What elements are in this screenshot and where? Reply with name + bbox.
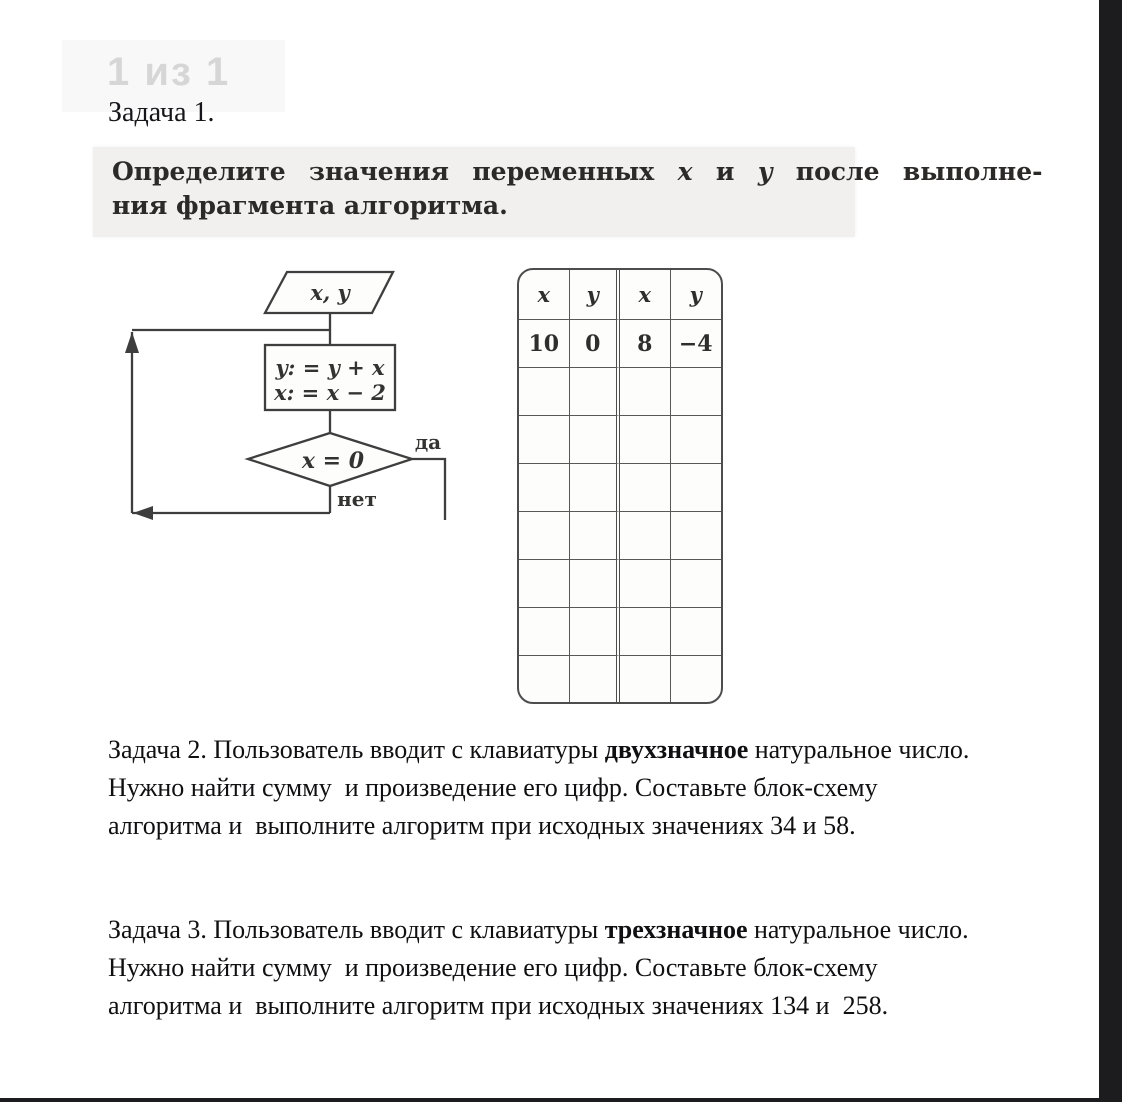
trace-table-cell bbox=[620, 608, 671, 656]
trace-table-header: x bbox=[620, 270, 671, 320]
io-label: x, y bbox=[310, 280, 350, 305]
task2-line: Нужно найти сумму и произведение его цифр. Составьте блок-схему bbox=[108, 773, 878, 802]
task3-line: алгоритма и выполните алгоритм при исходных значениях 134 и 258. bbox=[108, 991, 889, 1020]
trace-table-cell bbox=[570, 416, 621, 464]
trace-table-cell: 0 bbox=[570, 320, 621, 368]
trace-table-cell bbox=[620, 464, 671, 512]
trace-table-cell bbox=[620, 416, 671, 464]
process-line1: y: = y + x bbox=[275, 355, 385, 380]
trace-table-cell bbox=[519, 368, 570, 416]
trace-table-header: y bbox=[570, 270, 621, 320]
trace-table-cell bbox=[620, 560, 671, 608]
page-indicator-watermark: 1 из 1 bbox=[107, 50, 231, 94]
task3-paragraph bbox=[108, 911, 1098, 1025]
process-line2: x: = x − 2 bbox=[274, 380, 386, 405]
trace-table-cell bbox=[671, 464, 722, 512]
algorithm-flowchart bbox=[105, 255, 480, 550]
trace-table-cell bbox=[570, 656, 621, 704]
trace-table-cell bbox=[671, 368, 722, 416]
task1-heading: Задача 1. bbox=[108, 97, 215, 128]
task3-line: Задача 3. Пользователь вводит с клавиатуры трехзначное натуральное число. bbox=[108, 915, 969, 944]
trace-table-header: x bbox=[519, 270, 570, 320]
scanned-problem-statement bbox=[93, 147, 1043, 237]
yes-branch-line bbox=[412, 459, 445, 520]
loop-arrow-left-icon bbox=[133, 506, 153, 520]
trace-table-cell bbox=[519, 464, 570, 512]
trace-table-cell bbox=[519, 560, 570, 608]
scanned-statement-line: ния фрагмента алгоритма. bbox=[112, 191, 508, 220]
trace-table bbox=[517, 268, 723, 704]
trace-table-cell bbox=[519, 416, 570, 464]
condition-label: x = 0 bbox=[301, 448, 365, 474]
task2-line: алгоритма и выполните алгоритм при исходных значениях 34 и 58. bbox=[108, 811, 856, 840]
trace-table-cell bbox=[570, 560, 621, 608]
screen-edge-bar-bottom bbox=[0, 1098, 1122, 1102]
trace-table-cell: 10 bbox=[519, 320, 570, 368]
trace-table-cell bbox=[570, 512, 621, 560]
trace-table-cell bbox=[620, 512, 671, 560]
scanned-statement-line: Определите значения переменных x и y после выполне- bbox=[112, 157, 1043, 186]
trace-table-cell: −4 bbox=[671, 320, 722, 368]
task2-paragraph bbox=[108, 731, 1098, 845]
trace-table-cell bbox=[671, 512, 722, 560]
trace-table-cell bbox=[570, 608, 621, 656]
task2-line: Задача 2. Пользователь вводит с клавиатуры двухзначное натуральное число. bbox=[108, 735, 970, 764]
trace-table-cell bbox=[519, 608, 570, 656]
trace-table-cell bbox=[671, 608, 722, 656]
trace-table-cell bbox=[671, 416, 722, 464]
trace-table-cell bbox=[570, 464, 621, 512]
loop-arrow-up-icon bbox=[125, 332, 139, 353]
trace-table-cell bbox=[620, 368, 671, 416]
trace-table-cell bbox=[519, 512, 570, 560]
trace-table-cell bbox=[671, 560, 722, 608]
trace-table-cell bbox=[570, 368, 621, 416]
trace-table-cell bbox=[671, 656, 722, 704]
screen-edge-bar-right bbox=[1099, 0, 1122, 1102]
task3-line: Нужно найти сумму и произведение его цифр. Составьте блок-схему bbox=[108, 953, 878, 982]
trace-table-header: y bbox=[671, 270, 722, 320]
no-label: нет bbox=[337, 487, 377, 511]
trace-table-cell bbox=[519, 656, 570, 704]
trace-table-cell bbox=[620, 656, 671, 704]
yes-label: да bbox=[414, 430, 442, 454]
trace-table-cell: 8 bbox=[620, 320, 671, 368]
